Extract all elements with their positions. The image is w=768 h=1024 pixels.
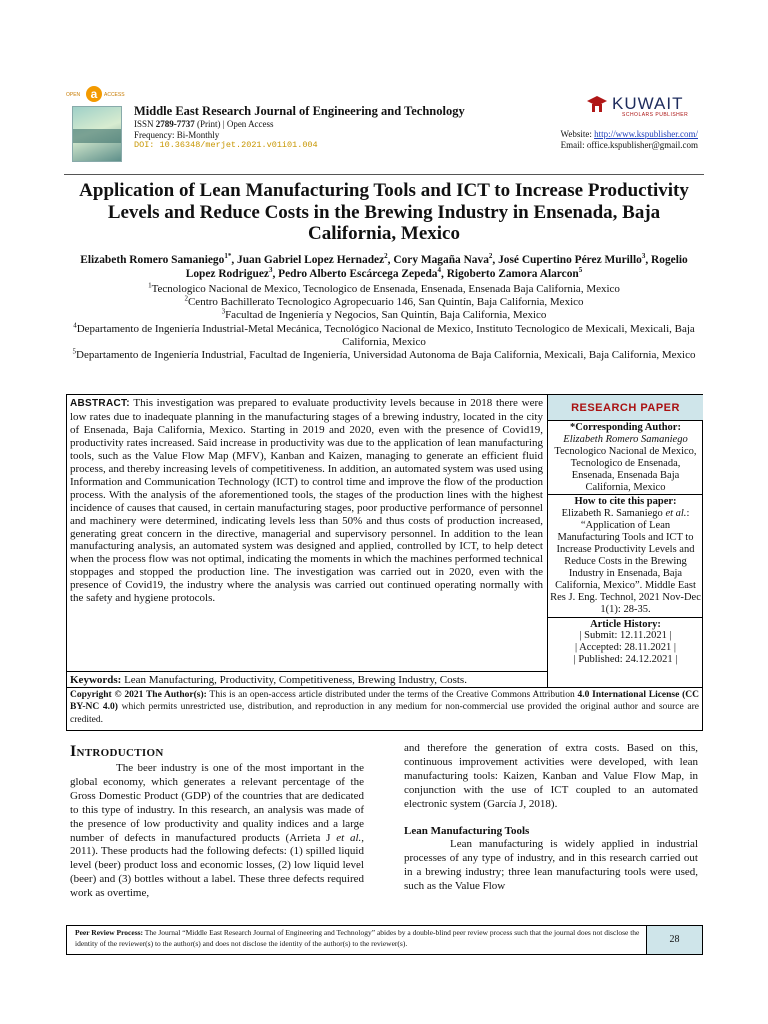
frequency: Frequency: Bi-Monthly <box>134 129 220 140</box>
journal-meta: ISSN 2789-7737 (Print) | Open Access Frequency: Bi-Monthly DOI: 10.36348/merjet.2021.v01i01.004 <box>134 119 318 150</box>
abstract-label: ABSTRACT: <box>70 398 130 409</box>
published-date: | Published: 24.12.2021 | <box>573 654 678 666</box>
journal-cover-thumbnail <box>72 106 122 162</box>
author-list <box>70 253 698 281</box>
introduction-continued: and therefore the generation of extra costs. Based on this, continuous improvement activities were developed, with lean manufacturing tools: Kaizen, Kanban and Value Flow Map, in conjunction with the use of ICT coupled to an automated electronic system (García J, 2018). <box>404 742 698 810</box>
graduation-cap-icon <box>586 94 608 116</box>
abstract-text: This investigation was prepared to evaluate productivity levels because in 2018 there were low rates due to inadequate planning in the manufacturing stages of a brewing industry, located in the city of Ensenada, Baja California, Mexico. Starting in 2019 and 2020, even with the presence of Covid19, productivity rates increased. Said increase in productivity was due to the application of lean manufacturing tools, such as the Value Flow Map (MFV), Kanban and Kaizen, managing to generate an efficient fluid process, and thereby increasing levels of competitiveness. In addition, an automated system was used using Information and Communication Technology (ICT) to control time and improve the flow of the production process. With the analysis of the aforementioned tools, the stages of the production lines with the highest incidence of causes that caused, in certain manufacturing stages, poor productive performance of personnel and machinery were determined, indicating levels less than 50% and thus costs of production increased, generating great concern in the directive, managerial and supervisory personnel. In addition to the lean manufacturing analysis, an automated system was designed and applied, controlled by ICT, to help detect when the process flow was not optimal, indicating the moments in which the machines performed technical stoppages and stopped the production line. The investigation was carried out in 2020, even with the presence of Covid19, the industry where the analysis was carried out continued operating normally with the safety and hygiene protocols. <box>70 397 543 605</box>
abstract-box <box>66 394 703 688</box>
peer-review-footer <box>66 925 703 955</box>
affiliation-list <box>70 283 698 362</box>
research-paper-banner: RESEARCH PAPER <box>548 395 703 421</box>
body-right-column <box>404 742 698 894</box>
submit-date: | Submit: 12.11.2021 | <box>579 630 672 642</box>
publisher-logo: KUWAIT SCHOLARS PUBLISHER <box>586 94 698 118</box>
author: Pedro Alberto Escárcega Zepeda$^4$, <box>278 266 447 280</box>
publisher-contact: Website: http://www.kspublisher.com/ Email: office.kspublisher@gmail.com <box>560 129 698 150</box>
introduction-paragraph: The beer industry is one of the most important in the global economy, which generates a relevant percentage of the Gross Domestic Product (GDP) of the countries that are dedicated to this type of industry. In this research, an analysis was made of the presence of low productivity and quality indices and a large number of defects in manufactured products (Arrieta J et al., 2011). These products had the following defects: (1) spilled liquid level (beer) product loss and economic losses, (2) low liquid level (beer) and (3) bottles without a label. These three defects required work as overtime, <box>70 762 364 900</box>
author: José Cupertino Pérez Murillo$^3$, <box>498 252 652 266</box>
page-number: 28 <box>646 926 702 954</box>
body-left-column <box>70 742 364 901</box>
author: Rogelio Lopez Rodriguez$^3$, <box>185 254 688 280</box>
author: Elizabeth Romero Samaniego$^{1*}$, <box>80 252 238 266</box>
abstract <box>70 397 543 605</box>
accepted-date: | Accepted: 28.11.2021 | <box>575 642 676 654</box>
website-link[interactable]: http://www.kspublisher.com/ <box>594 129 698 139</box>
author: Juan Gabriel Lopez Hernadez$^2$, <box>237 252 394 266</box>
keywords: Keywords: Lean Manufacturing, Productivity, Competitiveness, Brewing Industry, Costs. <box>67 671 547 688</box>
affiliation: $^5$Departamento de Ingeniería Industrial, Facultad de Ingeniería, Universidad Autonoma de Baja California, Mexicali, Baja California, Mexico <box>72 347 696 362</box>
header-divider <box>64 174 704 175</box>
article-history: Article History: | Submit: 12.11.2021 | | Accepted: 28.11.2021 | | Published: 24.12.2021 | <box>548 618 703 668</box>
journal-title: Middle East Research Journal of Engineering and Technology <box>134 104 465 118</box>
copyright-notice: Copyright © 2021 The Author(s): This is an open-access article distributed under the terms of the Creative Commons Attribution 4.0 International License (CC BY-NC 4.0) which permits unrestricted use, distribution, and reproduction in any medium for non-commercial use provided the original author and source are credited. <box>66 688 703 731</box>
peer-review-text: Peer Review Process: The Journal “Middle East Research Journal of Engineering and Technology” abides by a double-blind peer review process such that the journal does not disclose the identity of the reviewer(s) to the author(s) and does not disclose the identity of the author(s) to the reviewer(s). <box>75 928 640 948</box>
article-title: Application of Lean Manufacturing Tools and ICT to Increase Productivity Levels and Reduce Costs in the Brewing Industry in Ensenada, Baja California, Mexico <box>79 180 689 244</box>
article-info-sidebar <box>547 395 703 687</box>
corresponding-author: *Corresponding Author: Elizabeth Romero Samaniego Tecnologico Nacional de Mexico, Tecnologico de Ensenada, Ensenada, Ensenada Baja California, Mexico <box>548 421 703 495</box>
author: Cory Magaña Nava$^2$, <box>393 252 499 266</box>
affiliation: $^3$Facultad de Ingeniería y Negocios, San Quintín, Baja California, Mexico <box>221 307 547 322</box>
affiliation: $^2$Centro Bachillerato Tecnologico Agropecuario 146, San Quintín, Baja California, Mexico <box>184 294 584 309</box>
open-access-logo: OPEN a ACCESS <box>66 87 125 101</box>
publisher-email: Email: office.kspublisher@gmail.com <box>560 139 698 150</box>
doi-link[interactable]: DOI: 10.36348/merjet.2021.v01i01.004 <box>134 140 318 150</box>
open-access-a-icon: a <box>86 86 102 102</box>
lean-tools-paragraph: Lean manufacturing is widely applied in industrial processes of any type of industry, and in this research carried out in a brewing industry; three lean manufacturing tools were used, such as the Value Flow <box>404 838 698 893</box>
lean-tools-heading: Lean Manufacturing Tools <box>404 824 530 837</box>
citation: How to cite this paper: Elizabeth R. Samaniego et al.: “Application of Lean Manufacturing Tools and ICT to Increase Productivity Levels and Reduce Costs in the Brewing Industry in Ensenada, Baja California, Mexico”. Middle East Res J. Eng. Technol, 2021 Nov-Dec 1(1): 28-35. <box>548 495 703 617</box>
affiliation: $^1$Tecnologico Nacional de Mexico, Tecnologico de Ensenada, Ensenada, Ensenada Baja California, Mexico <box>148 281 620 295</box>
introduction-heading: Introduction <box>70 743 164 760</box>
author: Rigoberto Zamora Alarcon$^5$ <box>446 266 583 280</box>
journal-header <box>66 86 702 172</box>
affiliation: $^4$Departamento de Ingeniería Industrial-Metal Mecánica, Tecnológico Nacional de Mexico, Instituto Tecnologico de Mexicali, Mexicali, Baja California, Mexico <box>73 320 695 348</box>
